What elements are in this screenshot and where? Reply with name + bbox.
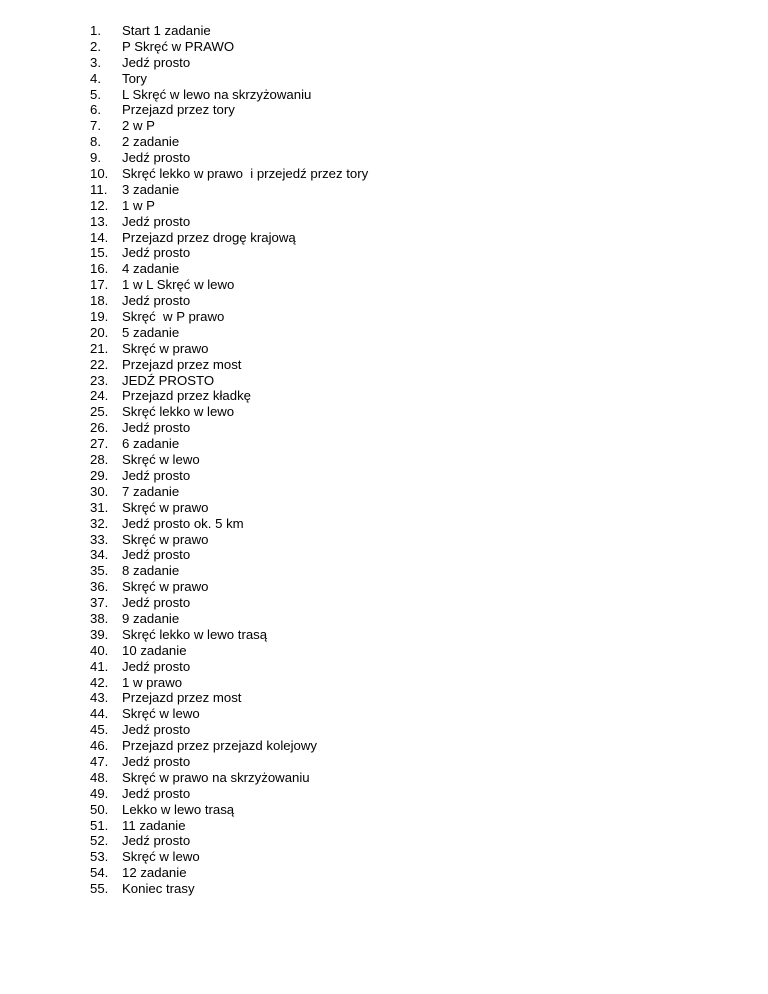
- list-item-text: Przejazd przez przejazd kolejowy: [122, 738, 317, 754]
- list-item-number: 10.: [90, 166, 109, 182]
- list-item-text: Jedź prosto: [122, 753, 191, 769]
- list-item: [90, 468, 368, 484]
- list-item-number: 17.: [90, 277, 109, 293]
- list-item: [90, 659, 368, 675]
- list-item-number: 37.: [90, 595, 109, 611]
- list-item-text: Jedź prosto: [122, 245, 191, 261]
- list-item-number: 2.: [90, 38, 101, 54]
- list-item: [90, 706, 368, 722]
- list-item: [90, 134, 368, 150]
- list-item: [90, 579, 368, 595]
- list-item-number: 53.: [90, 849, 109, 865]
- list-item: [90, 357, 368, 373]
- list-item-text: Przejazd przez most: [122, 690, 242, 706]
- list-item-number: 24.: [90, 388, 109, 404]
- list-item: [90, 770, 368, 786]
- list-item-text: Jedź prosto: [122, 785, 191, 801]
- list-item-text: Skręć w prawo: [122, 340, 209, 356]
- list-item-text: Skręć lekko w prawo i przejedź przez tory: [122, 166, 369, 182]
- list-item: [90, 627, 368, 643]
- list-item-text: 5 zadanie: [122, 324, 180, 340]
- list-item: [90, 722, 368, 738]
- list-item-text: Skręć w prawo na skrzyżowaniu: [122, 769, 310, 785]
- list-item-text: Jedź prosto: [122, 595, 191, 611]
- list-item-number: 19.: [90, 309, 109, 325]
- list-item: [90, 500, 368, 516]
- list-item: [90, 563, 368, 579]
- list-item-number: 34.: [90, 547, 109, 563]
- list-item: [90, 245, 368, 261]
- list-item-number: 3.: [90, 54, 101, 70]
- list-item: [90, 182, 368, 198]
- list-item-number: 54.: [90, 865, 109, 881]
- list-item-text: P Skręć w PRAWO: [122, 38, 235, 54]
- list-item-text: 7 zadanie: [122, 483, 180, 499]
- list-item-text: Jedź prosto: [122, 722, 191, 738]
- list-item-number: 48.: [90, 769, 109, 785]
- list-item-text: Przejazd przez most: [122, 356, 242, 372]
- list-item: [90, 754, 368, 770]
- list-item-number: 6.: [90, 102, 101, 118]
- list-item-number: 1.: [90, 23, 101, 38]
- list-item-text: Skręć w lewo: [122, 706, 200, 722]
- list-item: [90, 532, 368, 548]
- list-item-text: Przejazd przez tory: [122, 102, 235, 118]
- list-item-text: Jedź prosto: [122, 833, 191, 849]
- list-item-number: 44.: [90, 706, 109, 722]
- list-item: [90, 865, 368, 881]
- list-item-number: 27.: [90, 436, 109, 452]
- list-item: [90, 23, 368, 39]
- list-item-number: 26.: [90, 420, 109, 436]
- list-item-number: 39.: [90, 626, 109, 642]
- list-item-number: 52.: [90, 833, 109, 849]
- list-item-text: 9 zadanie: [122, 610, 180, 626]
- list-item: [90, 738, 368, 754]
- list-item-text: 2 zadanie: [122, 134, 180, 150]
- list-item: [90, 166, 368, 182]
- list-item-number: 35.: [90, 563, 109, 579]
- list-item: [90, 690, 368, 706]
- list-item-number: 12.: [90, 197, 109, 213]
- list-item-text: Jedź prosto: [122, 213, 191, 229]
- list-item-text: JEDŹ PROSTO: [122, 372, 215, 388]
- list-item: [90, 436, 368, 452]
- list-item: [90, 309, 368, 325]
- list-item-number: 42.: [90, 674, 109, 690]
- list-item-text: Jedź prosto: [122, 467, 191, 483]
- list-item-text: 6 zadanie: [122, 436, 180, 452]
- list-item-text: 2 w P: [122, 118, 155, 134]
- list-item-number: 29.: [90, 467, 109, 483]
- list-item-text: Przejazd przez drogę krajową: [122, 229, 296, 245]
- list-item: [90, 547, 368, 563]
- list-item-number: 22.: [90, 356, 109, 372]
- list-item: [90, 388, 368, 404]
- list-item-text: Tory: [122, 70, 147, 86]
- list-item: [90, 675, 368, 691]
- list-item-text: Skręć w P prawo: [122, 309, 225, 325]
- list-item: [90, 150, 368, 166]
- list-item: [90, 198, 368, 214]
- list-item-number: 15.: [90, 245, 109, 261]
- list-item: [90, 71, 368, 87]
- list-item-text: Skręć w prawo: [122, 499, 209, 515]
- list-item-text: 12 zadanie: [122, 865, 187, 881]
- list-item-number: 43.: [90, 690, 109, 706]
- list-item-text: Jedź prosto: [122, 420, 191, 436]
- list-item-number: 4.: [90, 70, 101, 86]
- list-item: [90, 849, 368, 865]
- list-item-number: 25.: [90, 404, 109, 420]
- list-item: [90, 595, 368, 611]
- list-item-text: Skręć w lewo: [122, 452, 200, 468]
- list-item: [90, 802, 368, 818]
- list-item: [90, 261, 368, 277]
- list-item-number: 40.: [90, 642, 109, 658]
- list-item-text: 10 zadanie: [122, 642, 187, 658]
- list-item-number: 51.: [90, 817, 109, 833]
- list-item: [90, 786, 368, 802]
- list-item-number: 28.: [90, 452, 109, 468]
- list-item: [90, 39, 368, 55]
- list-item-number: 18.: [90, 293, 109, 309]
- list-item-number: 38.: [90, 610, 109, 626]
- list-item-text: Skręć w lewo: [122, 849, 200, 865]
- list-item-number: 36.: [90, 579, 109, 595]
- list-item-text: Skręć w prawo: [122, 531, 209, 547]
- list-item: [90, 230, 368, 246]
- list-item-text: Skręć lekko w lewo trasą: [122, 626, 268, 642]
- list-item-number: 32.: [90, 515, 109, 531]
- list-item-text: Jedź prosto: [122, 658, 191, 674]
- list-item: [90, 325, 368, 341]
- list-item-number: 33.: [90, 531, 109, 547]
- list-item-number: 50.: [90, 801, 109, 817]
- list-item-text: Jedź prosto ok. 5 km: [122, 515, 244, 531]
- list-item-text: Przejazd przez kładkę: [122, 388, 252, 404]
- list-item-text: 1 w prawo: [122, 674, 183, 690]
- list-item-number: 45.: [90, 722, 109, 738]
- list-item: [90, 373, 368, 389]
- list-item-text: 4 zadanie: [122, 261, 180, 277]
- list-item: [90, 611, 368, 627]
- list-item-text: Jedź prosto: [122, 547, 191, 563]
- list-item: [90, 643, 368, 659]
- list-item-text: 1 w P: [122, 197, 155, 213]
- list-item-number: 13.: [90, 213, 109, 229]
- list-item-number: 5.: [90, 86, 101, 102]
- list-item-text: 11 zadanie: [122, 817, 186, 833]
- list-item: [90, 516, 368, 532]
- list-item-text: Koniec trasy: [122, 881, 195, 897]
- list-item: [90, 118, 368, 134]
- list-item-text: Skręć lekko w lewo: [122, 404, 235, 420]
- list-item: [90, 452, 368, 468]
- list-item: [90, 102, 368, 118]
- list-item-text: Jedź prosto: [122, 150, 191, 166]
- list-item-text: Jedź prosto: [122, 293, 191, 309]
- list-item-number: 47.: [90, 753, 109, 769]
- list-item-text: Skręć w prawo: [122, 579, 209, 595]
- list-item-number: 49.: [90, 785, 109, 801]
- list-item-number: 20.: [90, 324, 109, 340]
- list-item-number: 11.: [90, 181, 108, 197]
- list-item-number: 46.: [90, 738, 109, 754]
- list-item-number: 30.: [90, 483, 109, 499]
- list-item: [90, 87, 368, 103]
- list-item: [90, 818, 368, 834]
- list-item-number: 9.: [90, 150, 101, 166]
- list-item-number: 23.: [90, 372, 109, 388]
- list-item: [90, 420, 368, 436]
- list-item-text: Jedź prosto: [122, 54, 191, 70]
- list-item: [90, 55, 368, 71]
- list-item: [90, 293, 368, 309]
- list-item: [90, 833, 368, 849]
- list-item-number: 55.: [90, 881, 109, 897]
- list-item-text: 3 zadanie: [122, 181, 180, 197]
- list-item-number: 7.: [90, 118, 101, 134]
- list-item-text: 8 zadanie: [122, 563, 180, 579]
- list-item-number: 41.: [90, 658, 109, 674]
- list-item-number: 21.: [90, 340, 109, 356]
- list-item-number: 8.: [90, 134, 101, 150]
- list-item-text: L Skręć w lewo na skrzyżowaniu: [122, 86, 312, 102]
- list-item: [90, 277, 368, 293]
- route-instruction-list: [90, 23, 368, 897]
- list-item-number: 16.: [90, 261, 109, 277]
- list-item-number: 31.: [90, 499, 109, 515]
- list-item: [90, 484, 368, 500]
- list-item: [90, 214, 368, 230]
- list-item-text: Lekko w lewo trasą: [122, 801, 235, 817]
- list-item-text: 1 w L Skręć w lewo: [122, 277, 235, 293]
- list-item-number: 14.: [90, 229, 109, 245]
- list-item: [90, 404, 368, 420]
- list-item: [90, 341, 368, 357]
- list-item: [90, 881, 368, 897]
- list-item-text: Start 1 zadanie: [122, 23, 211, 38]
